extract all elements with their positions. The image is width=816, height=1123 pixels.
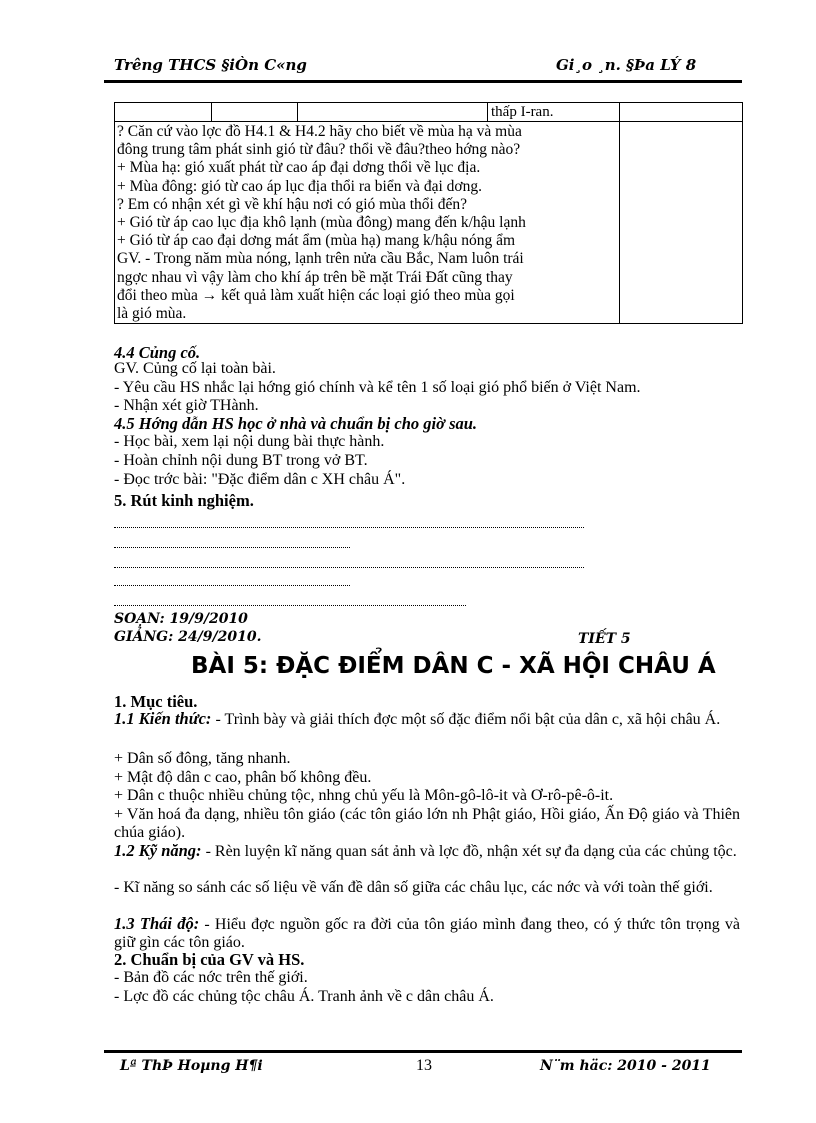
table-text-line: + Mùa đông: gió từ cao áp lục địa thổi ra biển và đại dơng. [117,177,482,195]
lesson-table [114,102,743,324]
table-text-line: đổi theo mùa → kết quả làm xuất hiện các loại gió theo mùa gọi [117,286,515,304]
thaido-label: 1.3 Thái độ: [114,914,200,933]
kienthuc-paragraph [114,710,740,729]
table-text-line: + Gió từ áp cao lục địa khô lạnh (mùa đông) mang đến k/hậu lạnh [117,214,526,232]
dotted-line [114,527,584,528]
table-row [115,103,743,122]
header-rule [104,80,742,83]
sosanh-paragraph: - Kĩ năng so sánh các số liệu về vấn đề dân số giữa các châu lục, các nớc và với toàn thế giới. [114,879,713,896]
text-line: - Bản đồ các nớc trên thế giới. [114,969,308,986]
tiet-label: TIẾT 5 [578,631,631,647]
date-giang: GIẢNG: 24/9/2010. [114,629,262,645]
section-heading-rutkinh: 5. Rút kinh nghiệm. [114,491,254,510]
table-text-line: GV. - Trong năm mùa nóng, lạnh trên nửa cầu Bắc, Nam luôn trái [117,250,524,268]
text-line: - Học bài, xem lại nội dung bài thực hành. [114,433,385,450]
footer-year: N¨m häc: 2010 - 2011 [540,1058,711,1074]
kynang-label: 1.2 Kỹ năng: [114,841,202,860]
table-text-line: + Gió từ áp cao đại dơng mát ẩm (mùa hạ) mang k/hậu nóng ẩm [117,232,516,250]
kienthuc-text: - Trình bày và giải thích đợc một số đặc điểm nổi bật của dân c, xã hội châu Á. [211,711,721,728]
header-school: Trêng THCS §iÒn C«ng [114,56,307,74]
dotted-line [114,567,584,568]
bullet-line: + Dân số đông, tăng nhanh. [114,750,291,767]
section-heading-chuanbi: 2. Chuẩn bị của GV và HS. [114,950,305,969]
table-row [115,122,743,324]
kynang-paragraph [114,842,740,861]
dotted-line [114,585,350,586]
kienthuc-label: 1.1 Kiến thức: [114,709,212,728]
date-soan: SOẠN: 19/9/2010 [114,611,248,627]
table-body-text [117,123,619,323]
table-text-line: đông trung tâm phát sinh gió từ đâu? thổi về đâu?theo hớng nào? [117,141,521,159]
table-text-line: là gió mùa. [117,305,187,323]
text-line: - Đọc trớc bài: "Đặc điểm dân c XH châu Á". [114,471,406,488]
dotted-line [114,547,350,548]
page-number: 13 [416,1057,432,1074]
table-text-line: ngợc nhau vì vậy làm cho khí áp trên bề mặt Trái Đất cũng thay [117,268,513,286]
thaido-text: - Hiểu đợc nguồn gốc ra đời của tôn giáo mình đang theo, có ý thức tôn trọng và giữ gìn các tôn giáo. [114,916,740,951]
thaido-paragraph [114,915,740,952]
table-cell-text: thấp I-ran. [491,104,554,120]
text-line: - Nhận xét giờ THành. [114,397,259,414]
bullet-line: + Mật độ dân c cao, phân bố không đều. [114,769,372,786]
section-heading-cungco: 4.4 Củng cố. [114,343,201,362]
text-line: - Lợc đồ các chủng tộc châu Á. Tranh ảnh về c dân châu Á. [114,988,494,1005]
table-text-line: ? Căn cứ vào lợc đồ H4.1 & H4.2 hãy cho biết về mùa hạ và mùa [117,123,522,140]
vanhoa-paragraph: + Văn hoá đa dạng, nhiều tôn giáo (các tôn giáo lớn nh Phật giáo, Hồi giáo, Ấn Độ giáo và Thiên chúa giáo). [114,806,740,841]
header-subject: Gi¸o ¸n. §Þa LÝ 8 [556,56,697,74]
section-heading-muctieu: 1. Mục tiêu. [114,692,198,711]
dotted-line [114,605,466,606]
kynang-text: - Rèn luyện kĩ năng quan sát ảnh và lợc đồ, nhận xét sự đa dạng của các chủng tộc. [201,843,737,860]
text-line: - Yêu cầu HS nhắc lại hớng gió chính và kể tên 1 số loại gió phổ biến ở Việt Nam. [114,379,641,396]
section-heading-huongdan: 4.5 Hớng dẫn HS học ở nhà và chuẩn bị cho giờ sau. [114,414,478,433]
text-line: - Hoàn chỉnh nội dung BT trong vở BT. [114,452,368,469]
text-line: GV. Củng cố lại toàn bài. [114,360,276,377]
lesson-title: BÀI 5: ĐẶC ĐIỂM DÂN C - XÃ HỘI CHÂU Á [191,653,716,679]
table-text-line: + Mùa hạ: gió xuất phát từ cao áp đại dơng thổi về lục địa. [117,159,481,177]
footer-rule [104,1050,742,1053]
footer-author: Lª ThÞ Hoµng H¶i [120,1058,263,1074]
table-text-line: ? Em có nhận xét gì về khí hậu nơi có gió mùa thổi đến? [117,195,467,213]
bullet-line: + Dân c thuộc nhiều chủng tộc, nhng chủ yếu là Môn-gô-lô-it và Ơ-rô-pê-ô-it. [114,787,614,804]
